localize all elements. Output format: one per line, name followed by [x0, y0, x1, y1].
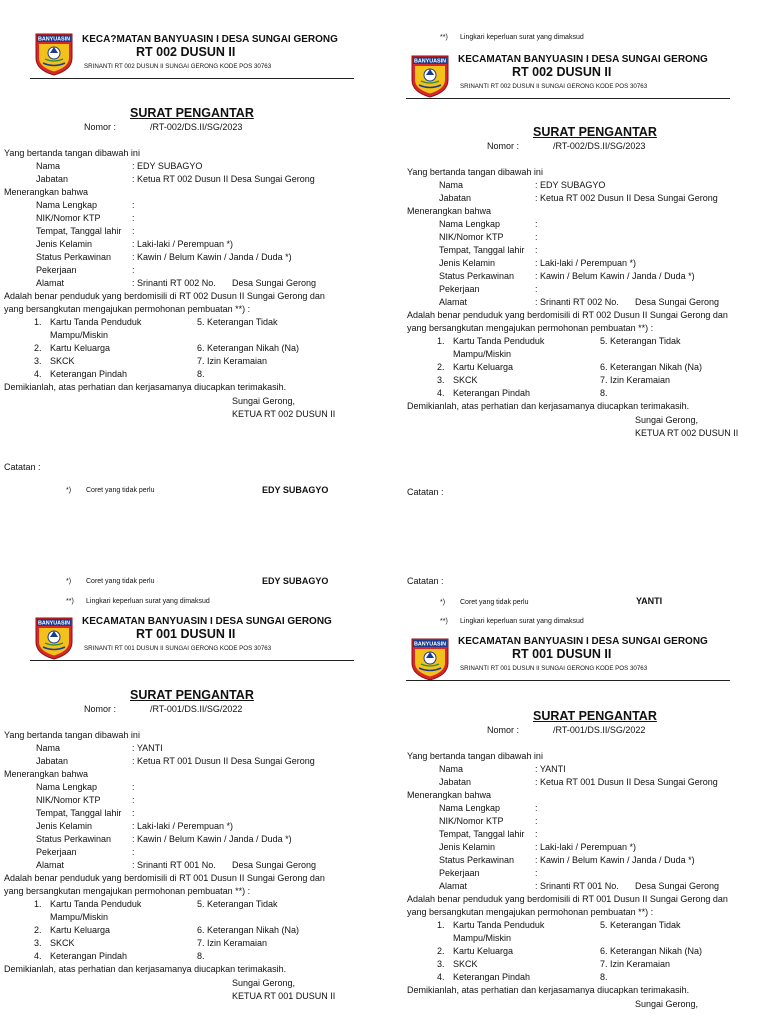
jabatan-label: Jabatan	[36, 174, 69, 184]
field-colon: :	[132, 847, 135, 857]
field-ttl: Tempat, Tanggal lahir	[439, 829, 525, 839]
item-keterangan-tidak: 5. Keterangan Tidak	[197, 899, 278, 909]
item-number: 4.	[34, 369, 42, 379]
note-lingkari: Lingkari keperluan surat yang dimaksud	[460, 34, 584, 41]
item-pindah: Keterangan Pindah	[453, 972, 531, 982]
letter-title: SURAT PENGANTAR	[130, 106, 254, 120]
item-skck: SKCK	[50, 938, 75, 948]
field-colon: :	[132, 808, 135, 818]
field-colon: :	[132, 213, 135, 223]
item-keterangan-tidak: 5. Keterangan Tidak	[600, 336, 681, 346]
rt-title: RT 001 DUSUN II	[136, 627, 236, 641]
field-status-value: : Kawin / Belum Kawin / Janda / Duda *)	[535, 271, 695, 281]
field-ttl: Tempat, Tanggal lahir	[36, 808, 122, 818]
field-pekerjaan: Pekerjaan	[439, 868, 480, 878]
paragraph-line-2: yang bersangkutan mengajukan permohonan pembuatan **) :	[407, 323, 654, 333]
nama-value: : YANTI	[535, 764, 566, 774]
nomor-value: /RT-002/DS.II/SG/2023	[553, 141, 646, 151]
field-nik: NIK/Nomor KTP	[439, 816, 504, 826]
address: SRINANTI RT 002 DUSUN II SUNGAI GERONG KODE POS 30763	[460, 83, 648, 90]
jabatan-label: Jabatan	[439, 193, 472, 203]
nama-label: Nama	[36, 161, 61, 171]
catatan-label: Catatan :	[407, 576, 444, 586]
nomor-label: Nomor :	[84, 122, 117, 132]
field-alamat-value: : Srinanti RT 001 No.	[132, 860, 216, 870]
svg-text:BANYUASIN: BANYUASIN	[37, 620, 71, 627]
svg-text:BANYUASIN: BANYUASIN	[413, 641, 447, 648]
item-kk: Kartu Keluarga	[453, 946, 514, 956]
nama-value: : EDY SUBAGYO	[535, 180, 606, 190]
field-nama-lengkap: Nama Lengkap	[36, 200, 98, 210]
item-kk: Kartu Keluarga	[50, 343, 111, 353]
item-8: 8.	[600, 388, 608, 398]
field-status-value: : Kawin / Belum Kawin / Janda / Duda *)	[535, 855, 695, 865]
note-lingkari: Lingkari keperluan surat yang dimaksud	[460, 618, 584, 625]
item-number: 2.	[437, 362, 445, 372]
item-kk: Kartu Keluarga	[453, 362, 514, 372]
item-number: 3.	[34, 938, 42, 948]
menerangkan-text: Menerangkan bahwa	[4, 769, 89, 779]
item-ktp-cont: Mampu/Miskin	[50, 330, 109, 340]
catatan-label: Catatan :	[4, 462, 41, 472]
field-alamat-desa: Desa Sungai Gerong	[232, 278, 317, 288]
banyuasin-logo	[410, 637, 450, 681]
field-nama-lengkap: Nama Lengkap	[439, 219, 501, 229]
sign-place: Sungai Gerong,	[635, 999, 699, 1009]
item-pindah: Keterangan Pindah	[50, 951, 128, 961]
field-colon: :	[132, 200, 135, 210]
nama-value: : EDY SUBAGYO	[132, 161, 203, 171]
jabatan-label: Jabatan	[439, 777, 472, 787]
field-jenis-kelamin-value: : Laki-laki / Perempuan *)	[132, 239, 234, 249]
district-name: KECAMATAN BANYUASIN I DESA SUNGAI GERONG	[458, 636, 708, 647]
closing-text: Demikianlah, atas perhatian dan kerjasamanya diucapkan terimakasih.	[407, 401, 690, 411]
item-8: 8.	[197, 369, 205, 379]
item-8: 8.	[197, 951, 205, 961]
note-coret: Coret yang tidak perlu	[460, 599, 529, 606]
item-keterangan-tidak: 5. Keterangan Tidak	[197, 317, 278, 327]
item-number: 1.	[34, 317, 42, 327]
item-pindah: Keterangan Pindah	[453, 388, 531, 398]
field-alamat: Alamat	[36, 860, 65, 870]
item-8: 8.	[600, 972, 608, 982]
field-pekerjaan: Pekerjaan	[36, 265, 77, 275]
menerangkan-text: Menerangkan bahwa	[407, 206, 492, 216]
note-mark: **)	[66, 598, 74, 605]
svg-text:BANYUASIN: BANYUASIN	[413, 58, 447, 65]
nama-value: : YANTI	[132, 743, 163, 753]
field-jenis-kelamin-value: : Laki-laki / Perempuan *)	[535, 258, 637, 268]
rt-title: RT 002 DUSUN II	[512, 65, 612, 79]
item-number: 2.	[437, 946, 445, 956]
field-alamat: Alamat	[439, 297, 468, 307]
closing-text: Demikianlah, atas perhatian dan kerjasamanya diucapkan terimakasih.	[4, 964, 287, 974]
svg-text:BANYUASIN: BANYUASIN	[37, 36, 71, 43]
jabatan-value: : Ketua RT 001 Dusun II Desa Sungai Gerong	[535, 777, 718, 787]
closing-text: Demikianlah, atas perhatian dan kerjasamanya diucapkan terimakasih.	[4, 382, 287, 392]
nama-label: Nama	[439, 764, 464, 774]
district-name: KECAMATAN BANYUASIN I DESA SUNGAI GERONG	[458, 54, 708, 65]
intro-text: Yang bertanda tangan dibawah ini	[407, 751, 543, 761]
item-nikah: 6. Keterangan Nikah (Na)	[197, 343, 300, 353]
nomor-value: /RT-001/DS.II/SG/2022	[553, 725, 646, 735]
rt-title: RT 001 DUSUN II	[512, 647, 612, 661]
paragraph-line-2: yang bersangkutan mengajukan permohonan pembuatan **) :	[407, 907, 654, 917]
item-ktp: Kartu Tanda Penduduk	[453, 336, 545, 346]
field-colon: :	[535, 803, 538, 813]
signer-name: EDY SUBAGYO	[262, 576, 329, 586]
header-rule	[406, 680, 730, 681]
item-ktp: Kartu Tanda Penduduk	[50, 899, 142, 909]
nomor-label: Nomor :	[84, 704, 117, 714]
item-keramaian: 7. Izin Keramaian	[197, 938, 268, 948]
intro-text: Yang bertanda tangan dibawah ini	[4, 730, 140, 740]
field-jenis-kelamin-value: : Laki-laki / Perempuan *)	[535, 842, 637, 852]
signer-name: EDY SUBAGYO	[262, 485, 329, 495]
field-colon: :	[535, 868, 538, 878]
sign-place: Sungai Gerong,	[232, 396, 296, 406]
jabatan-value: : Ketua RT 001 Dusun II Desa Sungai Gerong	[132, 756, 315, 766]
item-ktp: Kartu Tanda Penduduk	[453, 920, 545, 930]
field-colon: :	[535, 829, 538, 839]
jabatan-value: : Ketua RT 002 Dusun II Desa Sungai Gerong	[535, 193, 718, 203]
item-number: 3.	[34, 356, 42, 366]
field-colon: :	[132, 226, 135, 236]
paragraph-line-1: Adalah benar penduduk yang berdomisili di RT 001 Dusun II Sungai Gerong dan	[4, 873, 325, 883]
letter-title: SURAT PENGANTAR	[533, 125, 657, 139]
item-skck: SKCK	[50, 356, 75, 366]
item-ktp-cont: Mampu/Miskin	[453, 349, 512, 359]
sign-place: Sungai Gerong,	[232, 978, 296, 988]
address: SRINANTI RT 001 DUSUN II SUNGAI GERONG KODE POS 30763	[460, 665, 648, 672]
nama-label: Nama	[36, 743, 61, 753]
letter-title: SURAT PENGANTAR	[130, 688, 254, 702]
note-lingkari: Lingkari keperluan surat yang dimaksud	[86, 598, 210, 605]
sign-place: Sungai Gerong,	[635, 415, 699, 425]
item-number: 3.	[437, 375, 445, 385]
item-ktp-cont: Mampu/Miskin	[50, 912, 109, 922]
jabatan-label: Jabatan	[36, 756, 69, 766]
item-number: 1.	[437, 336, 445, 346]
nomor-label: Nomor :	[487, 725, 520, 735]
field-status-value: : Kawin / Belum Kawin / Janda / Duda *)	[132, 834, 292, 844]
item-nikah: 6. Keterangan Nikah (Na)	[197, 925, 300, 935]
nomor-label: Nomor :	[487, 141, 520, 151]
field-ttl: Tempat, Tanggal lahir	[36, 226, 122, 236]
closing-text: Demikianlah, atas perhatian dan kerjasamanya diucapkan terimakasih.	[407, 985, 690, 995]
item-skck: SKCK	[453, 375, 478, 385]
field-jenis-kelamin: Jenis Kelamin	[439, 258, 496, 268]
item-number: 4.	[437, 972, 445, 982]
note-mark: *)	[440, 599, 446, 606]
district-name: KECA?MATAN BANYUASIN I DESA SUNGAI GERONG	[82, 34, 338, 45]
nama-label: Nama	[439, 180, 464, 190]
field-colon: :	[132, 795, 135, 805]
field-alamat: Alamat	[36, 278, 65, 288]
sign-title: KETUA RT 002 DUSUN II	[232, 409, 336, 419]
item-number: 3.	[437, 959, 445, 969]
letter-title: SURAT PENGANTAR	[533, 709, 657, 723]
district-name: KECAMATAN BANYUASIN I DESA SUNGAI GERONG	[82, 616, 332, 627]
item-ktp-cont: Mampu/Miskin	[453, 933, 512, 943]
item-number: 2.	[34, 343, 42, 353]
field-jenis-kelamin: Jenis Kelamin	[36, 821, 93, 831]
item-ktp: Kartu Tanda Penduduk	[50, 317, 142, 327]
field-nik: NIK/Nomor KTP	[439, 232, 504, 242]
field-status-value: : Kawin / Belum Kawin / Janda / Duda *)	[132, 252, 292, 262]
note-mark: **)	[440, 34, 448, 41]
note-mark: **)	[440, 618, 448, 625]
intro-text: Yang bertanda tangan dibawah ini	[407, 167, 543, 177]
field-status: Status Perkawinan	[36, 834, 112, 844]
paragraph-line-2: yang bersangkutan mengajukan permohonan pembuatan **) :	[4, 886, 251, 896]
sign-title: KETUA RT 002 DUSUN II	[635, 428, 739, 438]
field-colon: :	[535, 245, 538, 255]
field-alamat: Alamat	[439, 881, 468, 891]
field-jenis-kelamin: Jenis Kelamin	[36, 239, 93, 249]
catatan-label: Catatan :	[407, 487, 444, 497]
rt-title: RT 002 DUSUN II	[136, 45, 236, 59]
item-number: 1.	[437, 920, 445, 930]
jabatan-value: : Ketua RT 002 Dusun II Desa Sungai Gerong	[132, 174, 315, 184]
field-alamat-desa: Desa Sungai Gerong	[232, 860, 317, 870]
field-colon: :	[535, 219, 538, 229]
field-nik: NIK/Nomor KTP	[36, 213, 101, 223]
item-nikah: 6. Keterangan Nikah (Na)	[600, 946, 703, 956]
item-skck: SKCK	[453, 959, 478, 969]
note-coret: Coret yang tidak perlu	[86, 578, 155, 585]
nomor-value: /RT-001/DS.II/SG/2022	[150, 704, 243, 714]
field-nama-lengkap: Nama Lengkap	[439, 803, 501, 813]
menerangkan-text: Menerangkan bahwa	[4, 187, 89, 197]
field-nama-lengkap: Nama Lengkap	[36, 782, 98, 792]
field-alamat-value: : Srinanti RT 002 No.	[535, 297, 619, 307]
signer-name: YANTI	[636, 596, 663, 606]
item-keramaian: 7. Izin Keramaian	[600, 959, 671, 969]
field-status: Status Perkawinan	[439, 271, 515, 281]
item-number: 4.	[34, 951, 42, 961]
item-number: 1.	[34, 899, 42, 909]
paragraph-line-2: yang bersangkutan mengajukan permohonan pembuatan **) :	[4, 304, 251, 314]
field-status: Status Perkawinan	[36, 252, 112, 262]
field-jenis-kelamin: Jenis Kelamin	[439, 842, 496, 852]
field-colon: :	[535, 284, 538, 294]
item-number: 2.	[34, 925, 42, 935]
note-coret: Coret yang tidak perlu	[86, 487, 155, 494]
paragraph-line-1: Adalah benar penduduk yang berdomisili di RT 001 Dusun II Sungai Gerong dan	[407, 894, 728, 904]
nomor-value: /RT-002/DS.II/SG/2023	[150, 122, 243, 132]
field-colon: :	[535, 816, 538, 826]
item-nikah: 6. Keterangan Nikah (Na)	[600, 362, 703, 372]
item-keterangan-tidak: 5. Keterangan Tidak	[600, 920, 681, 930]
menerangkan-text: Menerangkan bahwa	[407, 790, 492, 800]
item-pindah: Keterangan Pindah	[50, 369, 128, 379]
field-pekerjaan: Pekerjaan	[439, 284, 480, 294]
intro-text: Yang bertanda tangan dibawah ini	[4, 148, 140, 158]
paragraph-line-1: Adalah benar penduduk yang berdomisili di RT 002 Dusun II Sungai Gerong dan	[4, 291, 325, 301]
note-mark: *)	[66, 578, 72, 585]
sign-title: KETUA RT 001 DUSUN II	[232, 991, 336, 1001]
field-alamat-value: : Srinanti RT 002 No.	[132, 278, 216, 288]
field-nik: NIK/Nomor KTP	[36, 795, 101, 805]
item-number: 4.	[437, 388, 445, 398]
field-alamat-desa: Desa Sungai Gerong	[635, 881, 720, 891]
field-alamat-value: : Srinanti RT 001 No.	[535, 881, 619, 891]
item-kk: Kartu Keluarga	[50, 925, 111, 935]
field-colon: :	[535, 232, 538, 242]
address: SRINANTI RT 002 DUSUN II SUNGAI GERONG KODE POS 30763	[84, 63, 272, 70]
field-alamat-desa: Desa Sungai Gerong	[635, 297, 720, 307]
field-colon: :	[132, 265, 135, 275]
field-colon: :	[132, 782, 135, 792]
field-jenis-kelamin-value: : Laki-laki / Perempuan *)	[132, 821, 234, 831]
field-pekerjaan: Pekerjaan	[36, 847, 77, 857]
item-keramaian: 7. Izin Keramaian	[600, 375, 671, 385]
address: SRINANTI RT 001 DUSUN II SUNGAI GERONG KODE POS 30763	[84, 645, 272, 652]
paragraph-line-1: Adalah benar penduduk yang berdomisili di RT 002 Dusun II Sungai Gerong dan	[407, 310, 728, 320]
note-mark: *)	[66, 487, 72, 494]
item-keramaian: 7. Izin Keramaian	[197, 356, 268, 366]
field-ttl: Tempat, Tanggal lahir	[439, 245, 525, 255]
field-status: Status Perkawinan	[439, 855, 515, 865]
